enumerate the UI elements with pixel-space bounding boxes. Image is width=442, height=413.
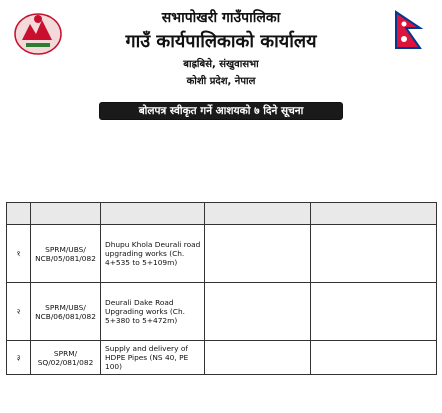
- cell-project: Deurali Dake Road Upgrading works (Ch. 5+380 to 5+472m): [101, 283, 205, 341]
- notice-body: [6, 136, 436, 188]
- signatory: [6, 379, 436, 391]
- table-row: [7, 283, 437, 341]
- cell-project: Supply and delivery of HDPE Pipes (NS 40, PE 100): [101, 341, 205, 375]
- table-row: [7, 341, 437, 375]
- nepal-emblem-icon: [12, 10, 64, 56]
- notice-banner: बोलपत्र स्वीकृत गर्ने आशयको ७ दिने सूचना: [99, 102, 343, 120]
- table-row: [7, 225, 437, 283]
- cell-amount: [311, 283, 437, 341]
- publish-date: [6, 122, 436, 134]
- cell-sn: ३: [7, 341, 31, 375]
- bid-table: [6, 202, 437, 375]
- cell-firm: [205, 225, 311, 283]
- cell-amount: [311, 341, 437, 375]
- table-header-row: [7, 203, 437, 225]
- address-line-2: कोशी प्रदेश, नेपाल: [186, 76, 256, 87]
- cell-firm: [205, 283, 311, 341]
- col-header-project: [101, 203, 205, 225]
- col-header-amount: [311, 203, 437, 225]
- cell-project: Dhupu Khola Deurali road upgrading works (Ch. 4+535 to 5+109m): [101, 225, 205, 283]
- municipality-name: सभापोखरी गाउँपालिका: [161, 10, 281, 26]
- cell-bolpatra: SPRM/UBS/ NCB/06/081/082: [31, 283, 101, 341]
- nepal-flag-icon: [394, 10, 424, 50]
- table-caption: [6, 190, 436, 202]
- cell-sn: २: [7, 283, 31, 341]
- cell-sn: १: [7, 225, 31, 283]
- cell-amount: [311, 225, 437, 283]
- col-header-bolpatra: [31, 203, 101, 225]
- cell-bolpatra: SPRM/ SQ/02/081/082: [31, 341, 101, 375]
- col-header-firm: [205, 203, 311, 225]
- cell-firm: [205, 341, 311, 375]
- col-header-sn: [7, 203, 31, 225]
- cell-bolpatra: SPRM/UBS/ NCB/05/081/082: [31, 225, 101, 283]
- office-name: गाउँ कार्यपालिकाको कार्यालय: [125, 31, 317, 52]
- letterhead: [6, 4, 436, 100]
- address-line-1: बाह्रबिसे, संखुवासभा: [183, 59, 259, 70]
